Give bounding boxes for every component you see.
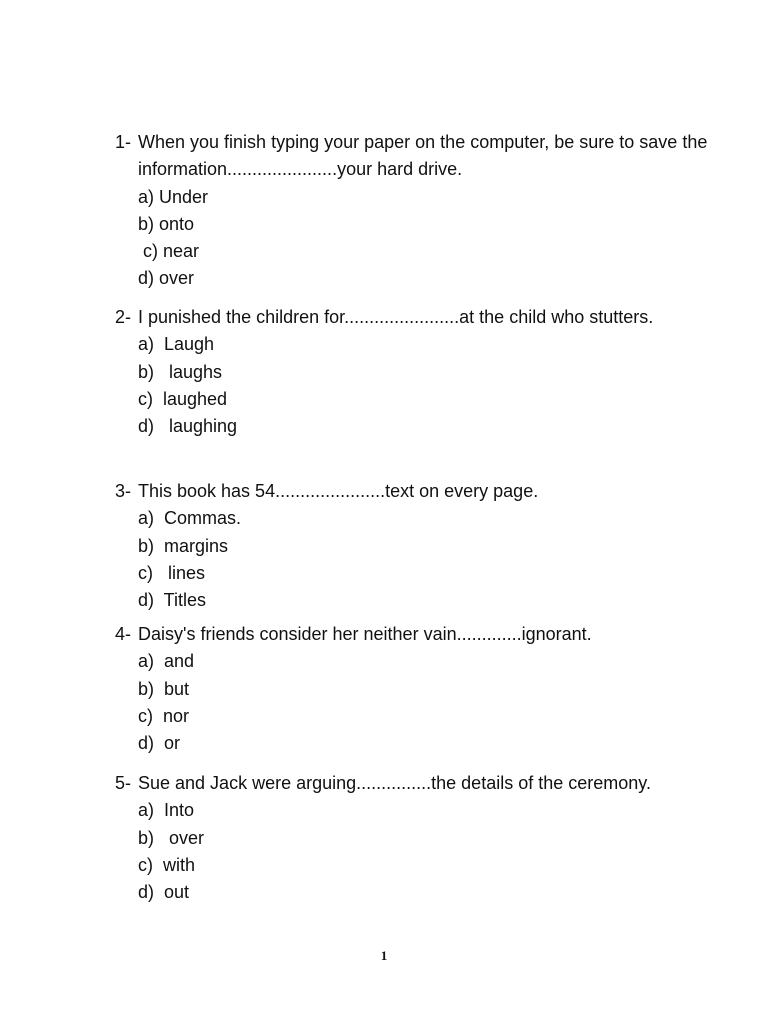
- question-number: 4-: [115, 624, 132, 644]
- question-stem: [115, 129, 735, 184]
- question-text: Daisy's friends consider her neither vain.............ignorant.: [138, 624, 592, 644]
- option-d: d) or: [138, 733, 181, 754]
- answer-options: [115, 648, 735, 757]
- question-number: 2-: [115, 307, 132, 327]
- option-d: d) over: [138, 268, 195, 289]
- option-a: a) and: [138, 651, 195, 672]
- answer-options: [115, 331, 735, 440]
- question-number: 3-: [115, 481, 132, 501]
- answer-options: [115, 184, 735, 293]
- question-text: I punished the children for.......................at the child who stutters.: [138, 307, 654, 327]
- question-text: When you finish typing your paper on the computer, be sure to save the information......................your hard drive.: [138, 132, 708, 180]
- option-a: a) Commas.: [138, 508, 242, 529]
- option-c: c) lines: [138, 562, 206, 583]
- option-c: c) laughed: [138, 388, 228, 409]
- option-c: c) near: [138, 241, 200, 262]
- option-d: d) Titles: [138, 590, 207, 611]
- question-text: This book has 54......................text on every page.: [138, 481, 539, 501]
- option-b: b) margins: [138, 535, 229, 556]
- option-a: a) Under: [138, 186, 209, 207]
- option-d: d) out: [138, 882, 190, 903]
- option-c: c) nor: [138, 705, 190, 726]
- answer-options: [115, 505, 735, 614]
- option-b: b) over: [138, 827, 205, 848]
- question-stem: [115, 478, 735, 505]
- page-number: 1: [380, 948, 388, 963]
- answer-options: [115, 797, 735, 906]
- option-a: a) Into: [138, 800, 195, 821]
- option-b: b) laughs: [138, 361, 223, 382]
- question-1: [115, 129, 735, 293]
- option-d: d) laughing: [138, 416, 238, 437]
- option-c: c) with: [138, 854, 196, 875]
- question-stem: [115, 770, 735, 797]
- option-b: b) but: [138, 678, 190, 699]
- question-stem: [115, 621, 735, 648]
- question-3: [115, 478, 735, 614]
- question-number: 1-: [115, 132, 132, 152]
- question-2: [115, 304, 735, 440]
- question-text: Sue and Jack were arguing...............the details of the ceremony.: [138, 773, 651, 793]
- question-5: [115, 770, 735, 906]
- option-b: b) onto: [138, 213, 195, 234]
- option-a: a) Laugh: [138, 334, 215, 355]
- question-number: 5-: [115, 773, 132, 793]
- question-4: [115, 621, 735, 757]
- question-stem: [115, 304, 735, 331]
